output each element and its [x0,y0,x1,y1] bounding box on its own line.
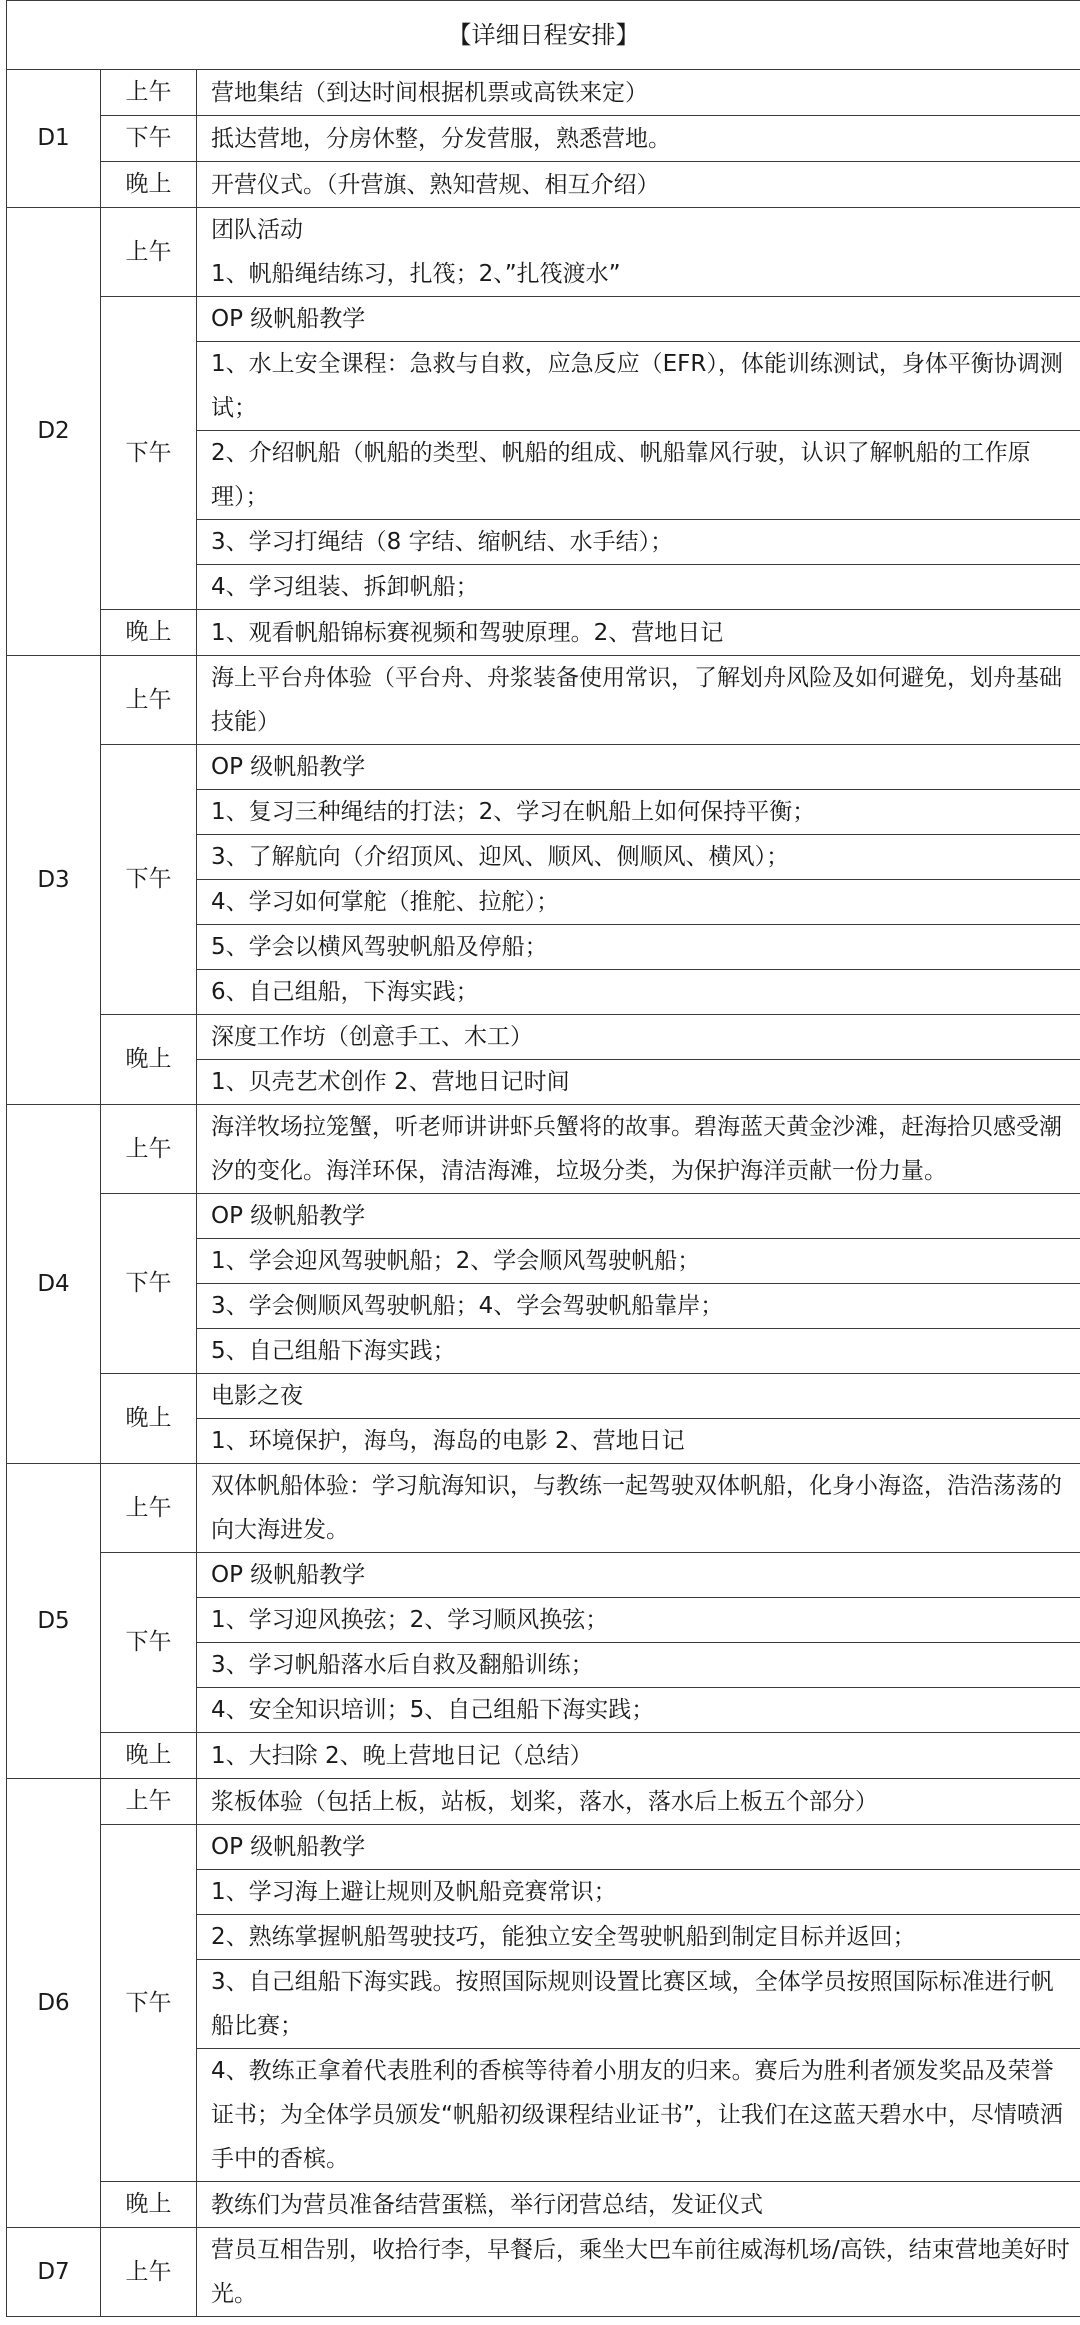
day-label: D2 [7,208,101,656]
schedule-row [7,2228,1080,2317]
activity-cell: 2、介绍帆船（帆船的类型、帆船的组成、帆船靠风行驶，认识了解帆船的工作原理）； [197,431,1080,520]
schedule-row [7,116,1080,162]
activity-cell: 4、安全知识培训；5、自己组船下海实践； [197,1688,1080,1733]
schedule-row [7,1105,1080,1194]
activity-cell: OP 级帆船教学 [197,1553,1080,1598]
period-label: 上午 [101,1464,197,1553]
period-label: 晚上 [101,1374,197,1464]
schedule-row [7,656,1080,745]
schedule-row [7,1553,1080,1598]
schedule-row [7,208,1080,297]
activity-cell: OP 级帆船教学 [197,1825,1080,1870]
activity-cell: 抵达营地，分房休整，分发营服，熟悉营地。 [197,116,1080,162]
schedule-row [7,297,1080,342]
period-label: 上午 [101,70,197,116]
period-label: 下午 [101,745,197,1015]
activity-cell: 1、学会迎风驾驶帆船；2、学会顺风驾驶帆船； [197,1239,1080,1284]
schedule-row [7,1464,1080,1553]
period-label: 下午 [101,1825,197,2182]
activity-cell: 团队活动 1、帆船绳结练习，扎筏；2、”扎筏渡水” [197,208,1080,297]
activity-cell: 1、环境保护，海鸟，海岛的电影 2、营地日记 [197,1419,1080,1464]
activity-cell: 4、学习组装、拆卸帆船； [197,565,1080,610]
schedule-row [7,162,1080,208]
activity-cell: 双体帆船体验：学习航海知识，与教练一起驾驶双体帆船，化身小海盗，浩浩荡荡的向大海进发。 [197,1464,1080,1553]
activity-cell: OP 级帆船教学 [197,1194,1080,1239]
activity-cell: 4、教练正拿着代表胜利的香槟等待着小朋友的归来。赛后为胜利者颁发奖品及荣誉证书；为全体学员颁发“帆船初级课程结业证书”，让我们在这蓝天碧水中，尽情喷洒手中的香槟。 [197,2049,1080,2182]
schedule-row [7,2182,1080,2228]
activity-cell: 开营仪式。（升营旗、熟知营规、相互介绍） [197,162,1080,208]
activity-cell: 海上平台舟体验（平台舟、舟浆装备使用常识，了解划舟风险及如何避免，划舟基础技能） [197,656,1080,745]
activity-cell: 1、学习迎风换弦；2、学习顺风换弦； [197,1598,1080,1643]
activity-cell: OP 级帆船教学 [197,297,1080,342]
day-label: D7 [7,2228,101,2317]
schedule-row [7,1825,1080,1870]
schedule-table [6,0,1080,2317]
activity-cell: 浆板体验（包括上板，站板，划桨，落水，落水后上板五个部分） [197,1779,1080,1825]
period-label: 晚上 [101,2182,197,2228]
period-label: 上午 [101,1779,197,1825]
period-label: 上午 [101,208,197,297]
activity-cell: 1、学习海上避让规则及帆船竞赛常识； [197,1870,1080,1915]
schedule-row [7,610,1080,656]
activity-cell: 营员互相告别，收拾行李，早餐后，乘坐大巴车前往威海机场/高铁，结束营地美好时光。 [197,2228,1080,2317]
activity-cell: 5、自己组船下海实践； [197,1329,1080,1374]
activity-cell: 3、学会侧顺风驾驶帆船；4、学会驾驶帆船靠岸； [197,1284,1080,1329]
day-label: D3 [7,656,101,1105]
title-row [7,1,1080,70]
activity-cell: 4、学习如何掌舵（推舵、拉舵）； [197,880,1080,925]
activity-cell: 5、学会以横风驾驶帆船及停船； [197,925,1080,970]
activity-cell: 海洋牧场拉笼蟹，听老师讲讲虾兵蟹将的故事。碧海蓝天黄金沙滩，赶海拾贝感受潮汐的变化。海洋环保，清洁海滩，垃圾分类，为保护海洋贡献一份力量。 [197,1105,1080,1194]
activity-cell: 电影之夜 [197,1374,1080,1419]
period-label: 下午 [101,1194,197,1374]
period-label: 上午 [101,1105,197,1194]
schedule-row [7,1779,1080,1825]
period-label: 下午 [101,1553,197,1733]
activity-cell: 1、贝壳艺术创作 2、营地日记时间 [197,1060,1080,1105]
schedule-row [7,745,1080,790]
schedule-title: 【详细日程安排】 [7,1,1080,70]
period-label: 下午 [101,116,197,162]
activity-cell: 3、学习帆船落水后自救及翻船训练； [197,1643,1080,1688]
period-label: 晚上 [101,1733,197,1779]
activity-cell: 3、了解航向（介绍顶风、迎风、顺风、侧顺风、横风）； [197,835,1080,880]
activity-cell: 2、熟练掌握帆船驾驶技巧，能独立安全驾驶帆船到制定目标并返回； [197,1915,1080,1960]
activity-cell: 1、观看帆船锦标赛视频和驾驶原理。2、营地日记 [197,610,1080,656]
day-label: D1 [7,70,101,208]
activity-cell: 深度工作坊（创意手工、木工） [197,1015,1080,1060]
schedule-row [7,1374,1080,1419]
activity-cell: 3、学习打绳结（8 字结、缩帆结、水手结）； [197,520,1080,565]
activity-cell: OP 级帆船教学 [197,745,1080,790]
activity-cell: 1、复习三种绳结的打法；2、学习在帆船上如何保持平衡； [197,790,1080,835]
period-label: 上午 [101,656,197,745]
schedule-row [7,1733,1080,1779]
period-label: 上午 [101,2228,197,2317]
schedule-row [7,1194,1080,1239]
activity-cell: 营地集结（到达时间根据机票或高铁来定） [197,70,1080,116]
period-label: 晚上 [101,610,197,656]
activity-cell: 1、大扫除 2、晚上营地日记（总结） [197,1733,1080,1779]
period-label: 下午 [101,297,197,610]
day-label: D4 [7,1105,101,1464]
day-label: D5 [7,1464,101,1779]
activity-cell: 教练们为营员准备结营蛋糕，举行闭营总结，发证仪式 [197,2182,1080,2228]
period-label: 晚上 [101,1015,197,1105]
day-label: D6 [7,1779,101,2228]
schedule-row [7,1015,1080,1060]
schedule-row [7,70,1080,116]
activity-cell: 3、自己组船下海实践。按照国际规则设置比赛区域，全体学员按照国际标准进行帆船比赛； [197,1960,1080,2049]
period-label: 晚上 [101,162,197,208]
activity-cell: 1、水上安全课程：急救与自救，应急反应（EFR），体能训练测试，身体平衡协调测试； [197,342,1080,431]
activity-cell: 6、自己组船，下海实践； [197,970,1080,1015]
